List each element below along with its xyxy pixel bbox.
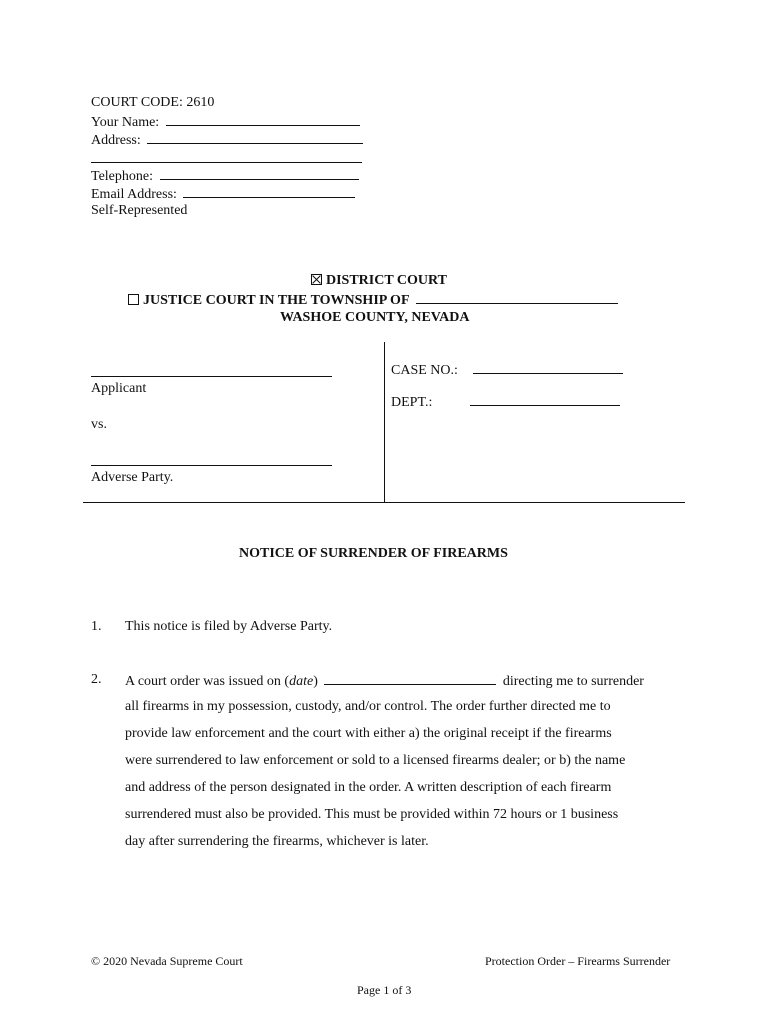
caption-bottom-rule	[83, 502, 685, 503]
email-row	[91, 184, 355, 204]
telephone-label: Telephone:	[91, 169, 153, 184]
dept-label: DEPT.:	[391, 395, 433, 410]
document-title: NOTICE OF SURRENDER OF FIREARMS	[239, 546, 508, 561]
vs-label: vs.	[91, 417, 107, 432]
justice-court-label: JUSTICE COURT IN THE TOWNSHIP OF	[143, 293, 409, 308]
district-court-label: DISTRICT COURT	[326, 273, 448, 288]
checkbox-icon[interactable]	[128, 294, 139, 305]
item-2-number: 2.	[91, 672, 102, 687]
checked-box-icon[interactable]	[311, 274, 322, 285]
item-1-text: This notice is filed by Adverse Party.	[125, 619, 333, 634]
your-name-field[interactable]	[166, 112, 360, 126]
item-2-after-blank: directing me to surrender	[502, 674, 644, 689]
email-field[interactable]	[183, 184, 355, 198]
address-line-2[interactable]	[91, 162, 362, 163]
dept-field[interactable]	[470, 392, 620, 406]
adverse-party-label: Adverse Party.	[91, 470, 174, 485]
your-name-label: Your Name:	[91, 115, 160, 130]
footer-form-name: Protection Order – Firearms Surrender	[485, 954, 671, 968]
adverse-party-name-line[interactable]	[91, 465, 332, 466]
justice-court-option[interactable]	[128, 290, 618, 310]
item-2-line-6: surrendered must also be provided. This must be provided within 72 hours or 1 business	[125, 807, 619, 822]
your-name-row	[91, 112, 360, 132]
dept-row	[391, 392, 620, 412]
order-date-field[interactable]	[324, 671, 496, 685]
county-heading: WASHOE COUNTY, NEVADA	[280, 310, 470, 325]
item-2-pre-date: A court order was issued on (	[125, 674, 290, 689]
item-2-date-word: date	[289, 674, 314, 689]
applicant-name-line[interactable]	[91, 376, 332, 377]
address-field[interactable]	[147, 130, 363, 144]
applicant-label: Applicant	[91, 381, 147, 396]
page-number: Page 1 of 3	[357, 983, 412, 997]
case-no-field[interactable]	[473, 360, 623, 374]
item-2-line-2: all firearms in my possession, custody, and/or control. The order further directed me to	[125, 699, 611, 714]
caption-divider	[384, 342, 385, 503]
item-2-first-line	[125, 671, 644, 691]
item-2-post-date: )	[313, 674, 318, 689]
district-court-option[interactable]	[311, 272, 447, 290]
case-no-label: CASE NO.:	[391, 363, 458, 378]
self-represented: Self-Represented	[91, 203, 188, 218]
telephone-row	[91, 166, 359, 186]
court-code: COURT CODE: 2610	[91, 95, 215, 110]
item-1-number: 1.	[91, 619, 102, 634]
case-no-row	[391, 360, 623, 380]
item-2-line-3: provide law enforcement and the court with either a) the original receipt if the firearms	[125, 726, 612, 741]
item-2-line-7: day after surrendering the firearms, whichever is later.	[125, 834, 429, 849]
address-label: Address:	[91, 133, 141, 148]
township-field[interactable]	[416, 290, 618, 304]
address-row	[91, 130, 363, 150]
footer-copyright: © 2020 Nevada Supreme Court	[91, 954, 243, 968]
email-label: Email Address:	[91, 187, 177, 202]
item-2-line-4: were surrendered to law enforcement or sold to a licensed firearms dealer; or b) the name	[125, 753, 626, 768]
telephone-field[interactable]	[160, 166, 359, 180]
item-2-line-5: and address of the person designated in the order. A written description of each firearm	[125, 780, 612, 795]
